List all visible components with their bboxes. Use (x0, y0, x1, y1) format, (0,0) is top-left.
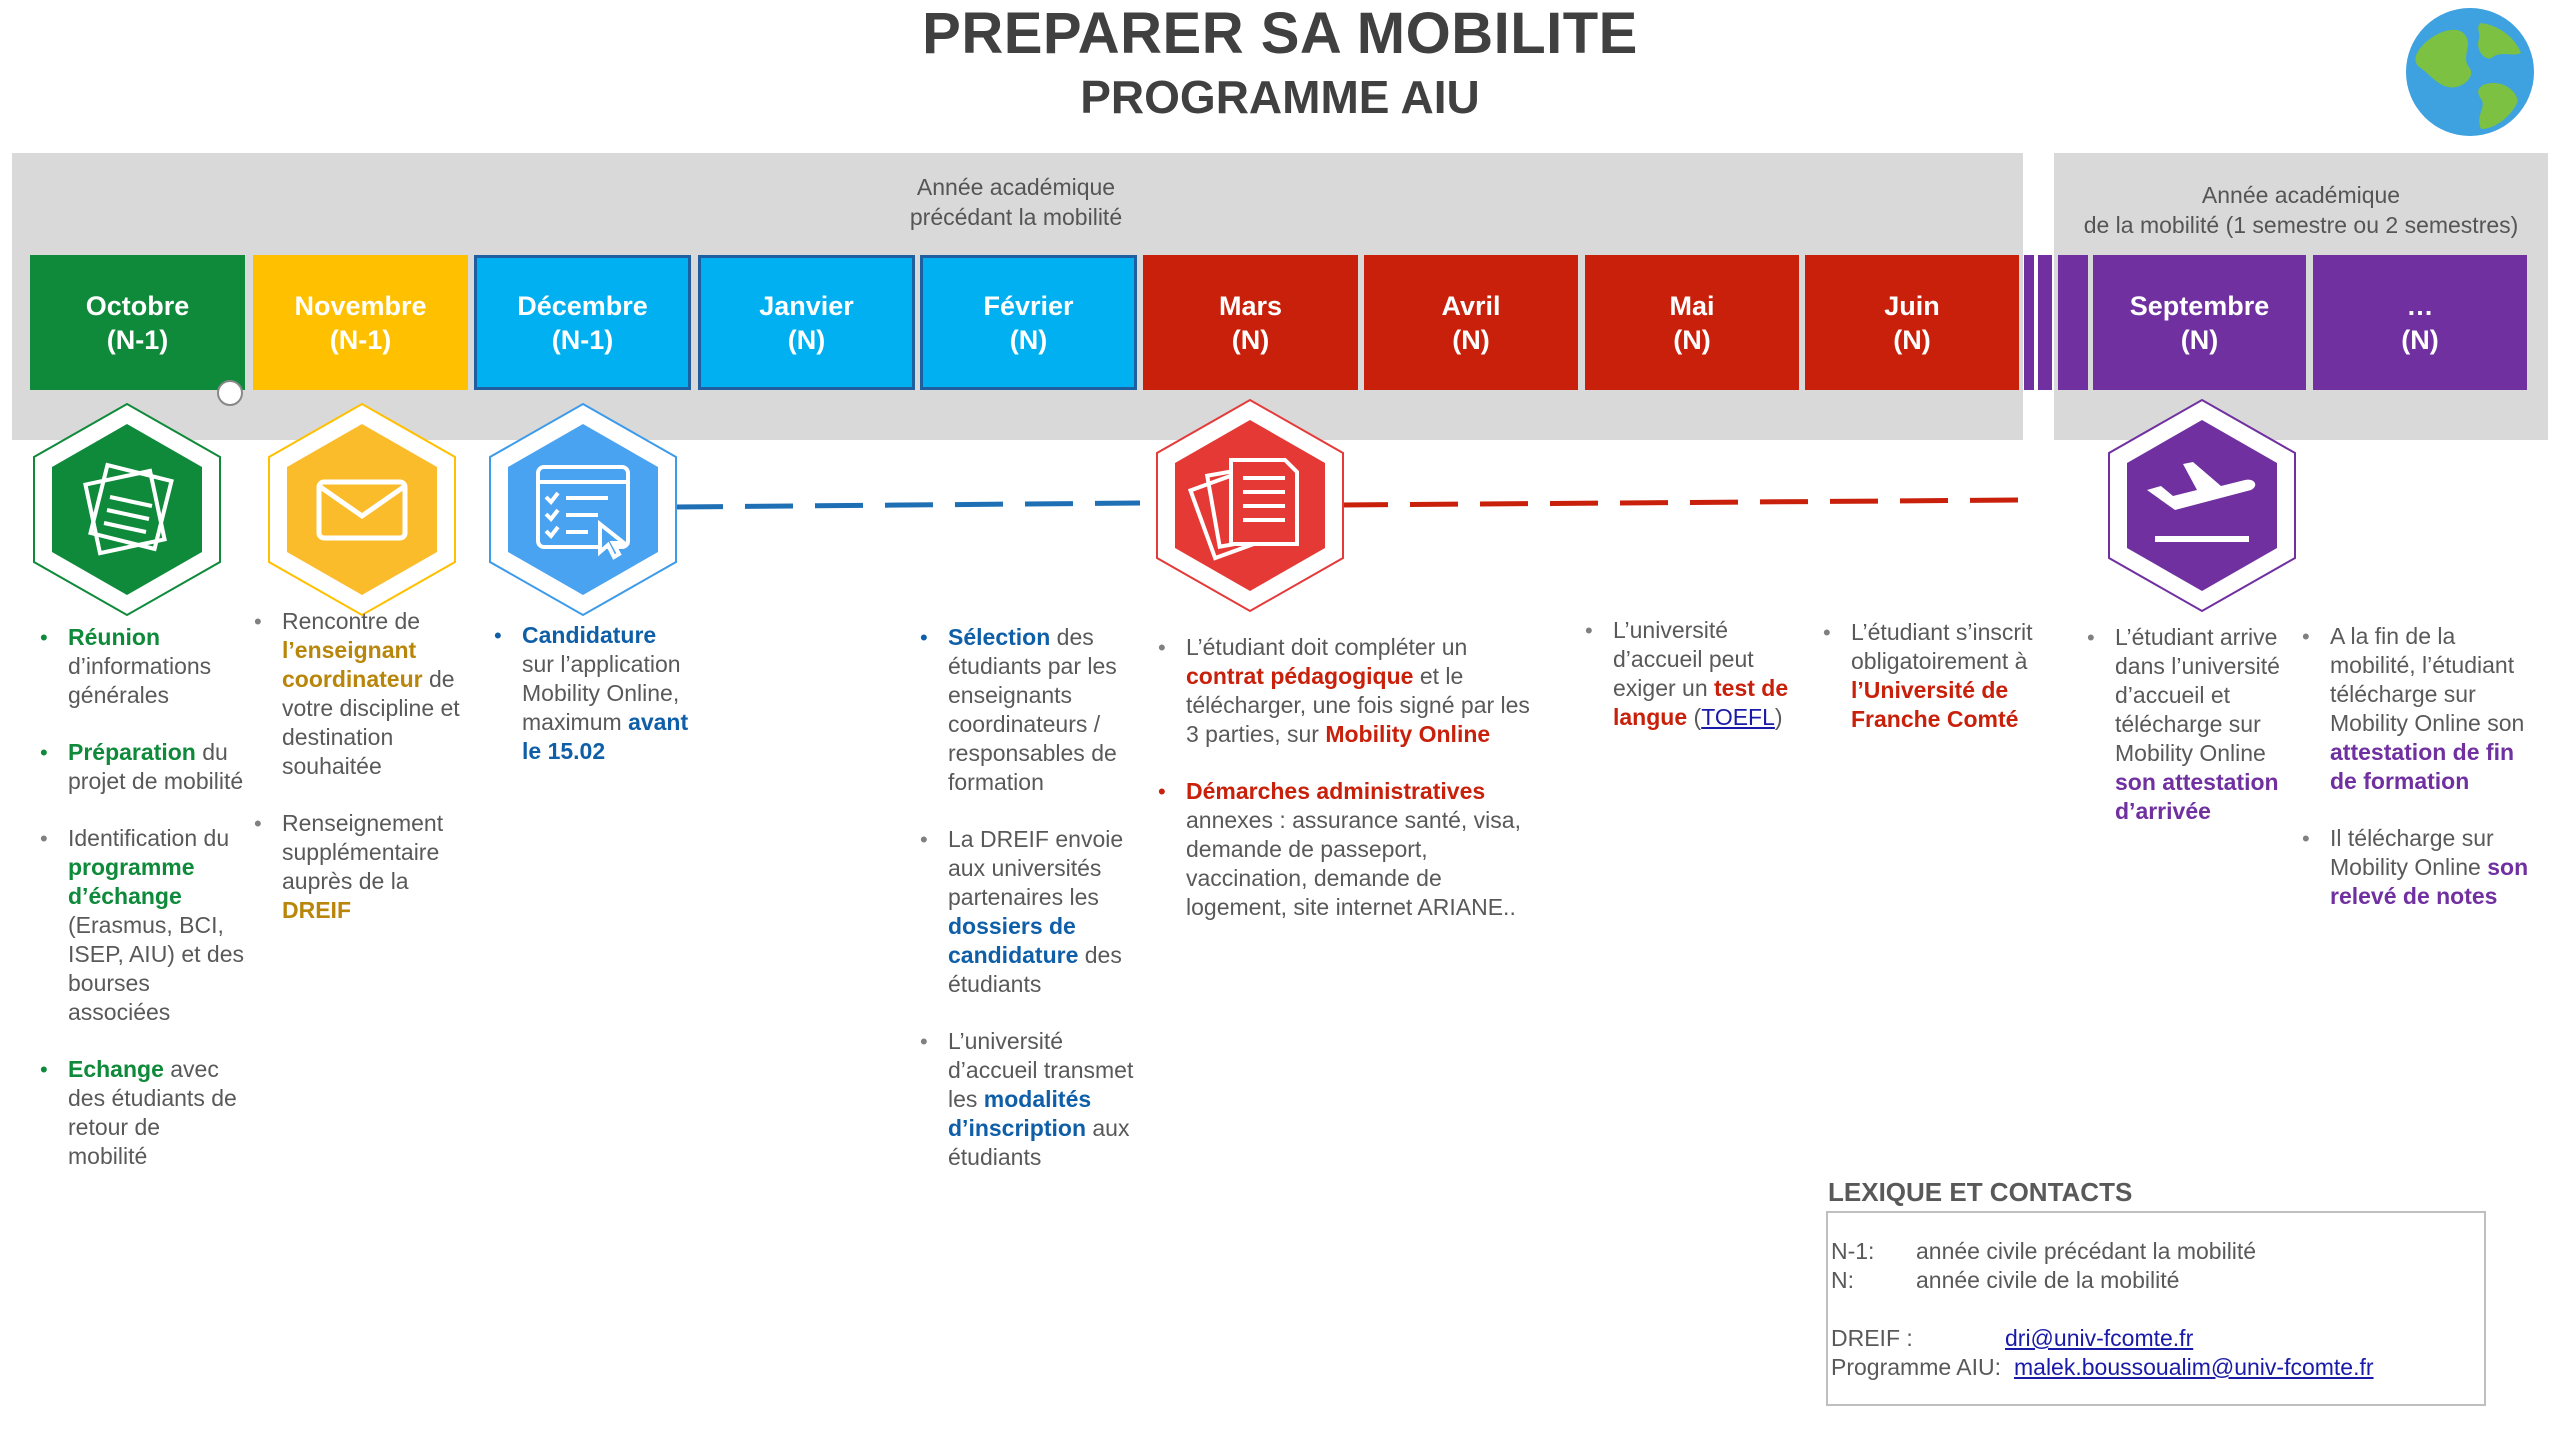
month-octobre: Octobre (N-1) (30, 255, 245, 390)
aiu-email-link[interactable]: malek.boussoualim@univ-fcomte.fr (2014, 1354, 2374, 1380)
online-form-icon (488, 402, 678, 617)
novembre-item-renseignement: • Renseignement supplémentaire auprès de la DREIF (254, 809, 474, 925)
month-avril: Avril (N) (1364, 255, 1578, 390)
novembre-column (254, 607, 474, 953)
octobre-item-preparation: • Préparation du projet de mobilité (40, 738, 245, 796)
month-juin: Juin (N) (1805, 255, 2019, 390)
toefl-link[interactable]: TOEFL (1701, 704, 1775, 730)
month-suite: … (N) (2313, 255, 2527, 390)
octobre-column (40, 623, 245, 1199)
dreif-email-link[interactable]: dri@univ-fcomte.fr (2005, 1325, 2194, 1351)
mars-item-demarches: • Démarches administratives annexes : assurance santé, visa, demande de passeport, vaccination, demande de logement, site internet ARIANE.. (1158, 777, 1548, 922)
mars-item-contrat: • L’étudiant doit compléter un contrat pédagogique et le télécharger, une fois signé par les 3 parties, sur Mobility Online (1158, 633, 1548, 749)
month-decembre: Décembre (N-1) (474, 255, 691, 390)
fevrier-item-selection: • Sélection des étudiants par les enseignants coordinateurs / responsables de formation (920, 623, 1150, 797)
lexique-n1-value: année civile précédant la mobilité (1916, 1238, 2257, 1264)
decembre-column (494, 621, 704, 794)
lexique-n-value: année civile de la mobilité (1916, 1267, 2180, 1293)
decembre-item-candidature: • Candidature sur l’application Mobility Online, maximum avant le 15.02 (494, 621, 704, 766)
band-previous-year-label: Année académique précédant la mobilité (909, 174, 1123, 230)
octobre-item-identification: • Identification du programme d’échange (Erasmus, BCI, ISEP, AIU) et des bourses associées (40, 824, 245, 1027)
mai-column (1585, 616, 1810, 760)
septembre-column (2087, 623, 2297, 854)
month-septembre: Septembre (N) (2093, 255, 2306, 390)
lexique-dreif-key: DREIF : (1831, 1325, 1913, 1351)
mars-column (1158, 633, 1548, 950)
septembre-item-arrivee: • L’étudiant arrive dans l’université d’accueil et télécharge sur Mobility Online son attestation d’arrivée (2087, 623, 2297, 826)
airplane-icon (2107, 398, 2297, 613)
month-novembre: Novembre (N-1) (253, 255, 468, 390)
lexique-title: LEXIQUE ET CONTACTS (1828, 1177, 2133, 1207)
month-janvier: Janvier (N) (698, 255, 915, 390)
lexique-n-key: N: (1831, 1267, 1854, 1293)
band-mobility-year-label: Année académique de la mobilité (1 semestre ou 2 semestres) (2083, 182, 2519, 238)
juin-column (1823, 618, 2058, 762)
octobre-item-reunion: • Réunion d’informations générales (40, 623, 245, 710)
notes-icon (32, 402, 222, 617)
fevrier-item-modalites: • L’université d’accueil transmet les modalités d’inscription aux étudiants (920, 1027, 1150, 1172)
month-mars: Mars (N) (1143, 255, 1358, 390)
lexique-n1-key: N-1: (1831, 1238, 1875, 1264)
lexique-box (1826, 1211, 2486, 1406)
page-subtitle: PROGRAMME AIU (1080, 71, 1480, 123)
novembre-item-rencontre: • Rencontre de l’enseignant coordinateur de votre discipline et destination souhaitée (254, 607, 474, 781)
month-mai: Mai (N) (1585, 255, 1799, 390)
fin-item-attestation: • A la fin de la mobilité, l’étudiant télécharge sur Mobility Online son attestation de fin de formation (2302, 622, 2547, 796)
lexique-aiu-key: Programme AIU: (1831, 1354, 2001, 1380)
mai-item-test-langue: • L’université d’accueil peut exiger un test de langue (TOEFL) (1585, 616, 1810, 732)
month-fevrier: Février (N) (920, 255, 1137, 390)
fin-column (2302, 622, 2547, 939)
envelope-icon (267, 402, 457, 617)
page-title: PREPARER SA MOBILITE (922, 1, 1638, 66)
fevrier-column (920, 623, 1150, 1200)
juin-item-inscription: • L’étudiant s’inscrit obligatoirement à l’Université de Franche Comté (1823, 618, 2058, 734)
fevrier-item-dreif: • La DREIF envoie aux universités partenaires les dossiers de candidature des étudiants (920, 825, 1150, 999)
fin-item-releve: • Il télécharge sur Mobility Online son relevé de notes (2302, 824, 2547, 911)
octobre-item-echange: • Echange avec des étudiants de retour de mobilité (40, 1055, 245, 1171)
documents-icon (1155, 398, 1345, 613)
